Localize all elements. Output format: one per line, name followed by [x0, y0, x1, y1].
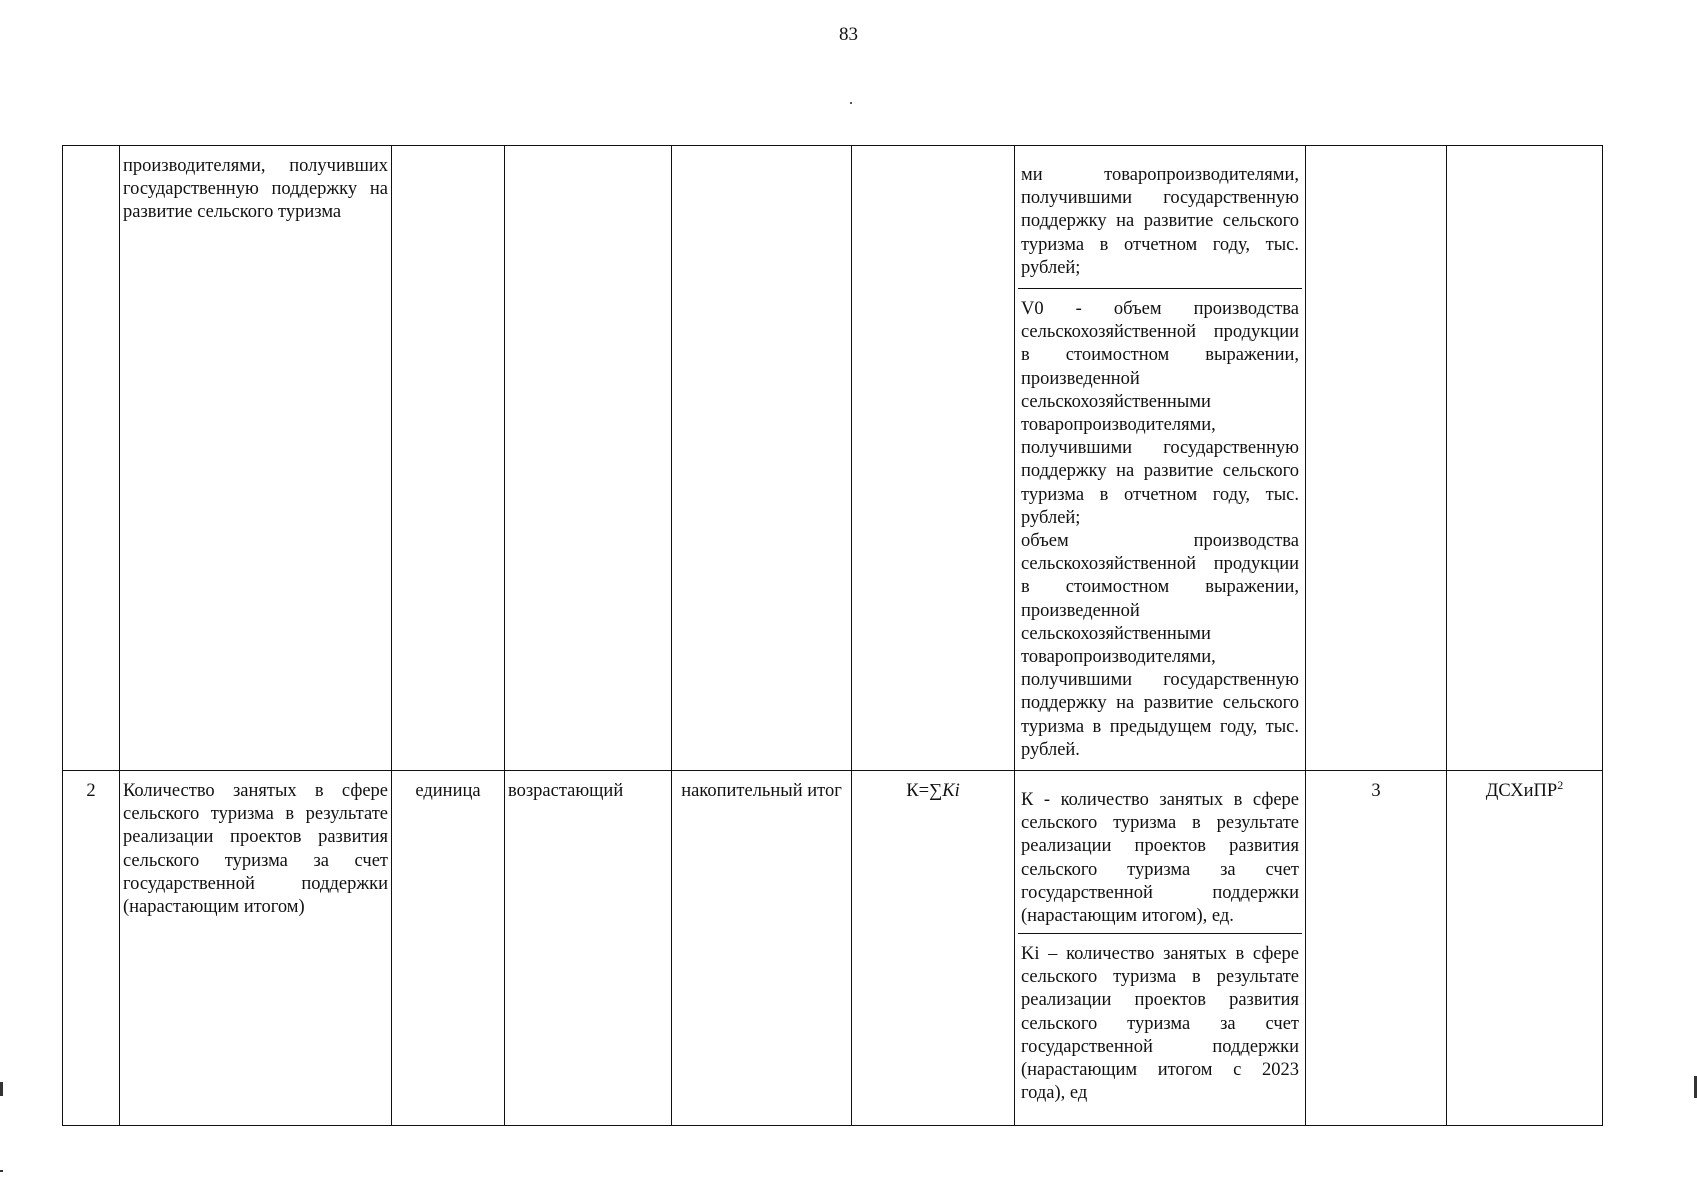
cell-definitions	[1015, 771, 1306, 1126]
definition-part-1: ми товаропроизводителями, получившими государственную поддержку на развитие сельского туризма в отчетном году, тыс. рублей;	[1021, 165, 1299, 278]
definition-v0-text: V0 - объем производства сельскохозяйственной продукции в стоимостном выражении, произведенной сельскохозяйственными товаропроизводителями, получившими государственную поддержку на развитие сельского туризма в отчетном году, тыс. рублей;	[1021, 299, 1299, 528]
cell-definitions	[1015, 146, 1306, 771]
cell-formula	[852, 146, 1015, 771]
cell-num: 2	[63, 771, 120, 1126]
definition-k: К - количество занятых в сфере сельского туризма в результате реализации проектов развития сельского туризма за счет государственной поддержки (нарастающим итогом), ед.	[1021, 790, 1299, 927]
indicators-table	[62, 145, 1603, 1126]
cell-unit: единица	[392, 771, 505, 1126]
cell-formula	[852, 771, 1015, 1126]
responsible-department: ДСХиПР	[1485, 781, 1558, 802]
cell-unit	[392, 146, 505, 771]
page-number: 83	[839, 24, 858, 45]
cell-aggregation: накопительный итог	[672, 771, 852, 1126]
cell-num	[63, 146, 120, 771]
definition-ki: Ki – количество занятых в сфере сельского туризма в результате реализации проектов развития сельского туризма за счет государственной поддержки (нарастающим итогом с 2023 года), ед	[1018, 933, 1302, 1121]
footnote-mark: 2	[1557, 777, 1564, 792]
cell-indicator-name: производителями, получивших государственную поддержку на развитие сельского туризма	[120, 146, 392, 771]
cell-indicator-name: Количество занятых в сфере сельского туризма в результате реализации проектов развития сельского туризма за счет государственной поддержки (нарастающим итогом)	[120, 771, 392, 1126]
definition-previous-year: объем производства сельскохозяйственной продукции в стоимостном выражении, произведенной сельскохозяйственными товаропроизводителями, получившими государственную поддержку на развитие сельского туризма в предыдущем году, тыс. рублей.	[1021, 531, 1299, 760]
cell-direction: возрастающий	[505, 771, 672, 1126]
table-row-2	[63, 771, 1603, 1126]
cell-method: 3	[1306, 771, 1447, 1126]
cell-responsible	[1447, 771, 1603, 1126]
scan-dot	[850, 102, 852, 104]
definition-v0	[1018, 288, 1302, 766]
left-edge-mark-bottom	[0, 1170, 3, 1172]
formula-variable: Ki	[942, 781, 960, 802]
table-row-continued	[63, 146, 1603, 771]
cell-responsible	[1447, 146, 1603, 771]
formula-prefix: К=∑	[906, 781, 943, 802]
cell-aggregation	[672, 146, 852, 771]
left-edge-mark	[0, 1082, 3, 1096]
cell-direction	[505, 146, 672, 771]
cell-method	[1306, 146, 1447, 771]
